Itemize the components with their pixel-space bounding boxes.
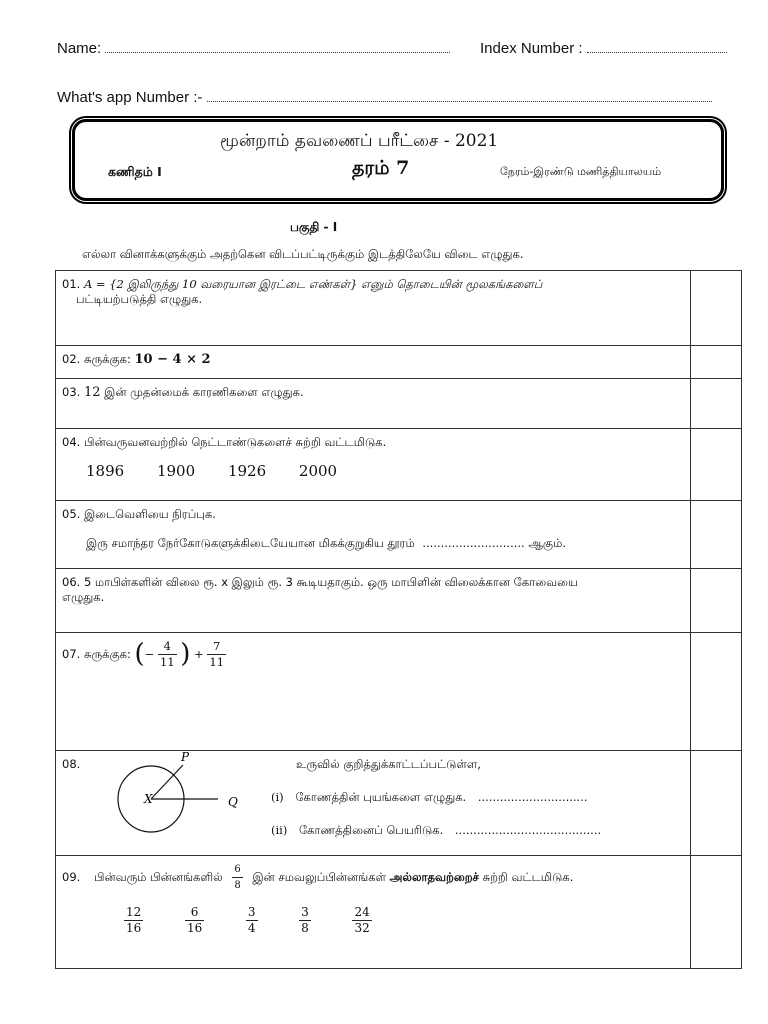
q01-statement-end: பட்டியற்படுத்தி எழுதுக. — [76, 292, 203, 306]
q09-mid: இன் சமவலுப்பின்னங்கள் — [252, 870, 386, 884]
name-field[interactable] — [57, 40, 462, 57]
part-label: (ii) — [271, 823, 288, 837]
q09-fraction-options — [62, 905, 684, 936]
minus-sign: − — [144, 647, 155, 661]
question-row-05 — [56, 501, 742, 569]
answer-cell-09[interactable] — [691, 856, 742, 969]
index-label: Index Number : — [480, 40, 583, 57]
q06-line1: 5 மாபிள்களின் விலை ரூ. x இலும் ரூ. 3 கூடியதாகும். ஒரு மாபிளின் விலைக்கான கோவையை — [83, 575, 578, 589]
q02-text: சுருக்குக: — [83, 352, 131, 366]
label-p: P — [181, 751, 190, 764]
q02-expression: 10 − 4 × 2 — [134, 352, 211, 367]
questions-table — [55, 270, 742, 969]
question-row-08 — [56, 751, 742, 856]
question-number: 02. — [62, 352, 81, 366]
q04-years — [62, 464, 684, 479]
label-x: X — [144, 792, 153, 806]
question-row-02 — [56, 346, 742, 379]
answer-cell-07[interactable] — [691, 633, 742, 751]
part-label: (i) — [271, 790, 284, 804]
question-number: 04. — [62, 435, 81, 449]
fraction-option[interactable]: $\frac{3}{4}$ — [247, 905, 256, 935]
angle-diagram — [111, 751, 261, 841]
fraction: $\frac{4}{11}$ — [159, 639, 175, 669]
q05-statement — [62, 536, 684, 551]
question-number: 05. — [62, 507, 81, 521]
question-05 — [56, 501, 691, 569]
q09-pre: பின்வரும் பின்னங்களில் — [93, 870, 223, 884]
question-number: 06. — [62, 575, 81, 589]
fraction: $\frac{6}{8}$ — [234, 864, 241, 891]
answer-cell-03[interactable] — [691, 379, 742, 429]
q03-text: இன் முதன்மைக் காரணிகளை எழுதுக. — [104, 385, 304, 399]
q01-statement: A = {2 இலிருந்து 10 வரையான இரட்டை எண்கள்} எனும் தொடையின் மூலகங்களைப் — [83, 277, 543, 291]
section-heading: பகுதி - I — [290, 220, 338, 234]
answer-cell-04[interactable] — [691, 429, 742, 501]
whatsapp-dotted-line — [207, 101, 712, 102]
name-label: Name: — [57, 40, 102, 57]
question-06 — [56, 569, 691, 633]
question-03 — [56, 379, 691, 429]
fraction: $\frac{7}{11}$ — [209, 639, 225, 669]
time-label: நேரம்-இரண்டு மணித்தியாலயம் — [500, 165, 662, 178]
q08-part-ii — [271, 823, 601, 838]
question-number: 08. — [62, 757, 81, 771]
answer-cell-06[interactable] — [691, 569, 742, 633]
year-option[interactable]: 1926 — [227, 462, 267, 480]
q09-bold: அல்லாதவற்றைச் — [389, 870, 479, 884]
label-q: Q — [228, 795, 238, 809]
q05-end: ஆகும். — [528, 536, 566, 550]
answer-cell-08[interactable] — [691, 751, 742, 856]
q09-post: சுற்றி வட்டமிடுக. — [482, 870, 574, 884]
index-field[interactable] — [480, 40, 738, 57]
open-paren: ( — [134, 639, 145, 669]
question-number: 01. — [62, 277, 81, 291]
plus-sign: + — [194, 647, 204, 661]
q08-part-i — [271, 790, 588, 805]
year-option[interactable]: 1896 — [86, 462, 125, 480]
instruction-text: எல்லா வினாக்களுக்கும் அதற்கென விடப்பட்டிருக்கும் இடத்திலேயே விடை எழுதுக. — [82, 247, 524, 261]
question-number: 03. — [62, 385, 81, 399]
name-dotted-line — [105, 52, 450, 53]
part-text: கோணத்தின் புயங்களை எழுதுக. — [295, 790, 467, 804]
question-02 — [56, 346, 691, 379]
q03-number: 12 — [83, 385, 101, 400]
grade-label: தரம் 7 — [352, 157, 410, 179]
question-01 — [56, 271, 691, 346]
question-row-09 — [56, 856, 742, 969]
question-row-04 — [56, 429, 742, 501]
answer-blank[interactable]: ........................................ — [454, 823, 602, 837]
year-option[interactable]: 2000 — [298, 462, 338, 480]
subject-label: கணிதம் I — [108, 164, 162, 179]
q05-line: இரு சமாந்தர நேர்கோடுகளுக்கிடையேயான மிகக்குறுகிய தூரம் — [86, 536, 415, 550]
question-04 — [56, 429, 691, 501]
question-row-07 — [56, 633, 742, 751]
part-text: கோணத்தினைப் பெயரிடுக. — [299, 823, 444, 837]
answer-cell-05[interactable] — [691, 501, 742, 569]
q05-text: இடைவெளியை நிரப்புக. — [83, 507, 216, 521]
question-09 — [56, 856, 691, 969]
question-row-01 — [56, 271, 742, 346]
question-row-06 — [56, 569, 742, 633]
answer-cell-01[interactable] — [691, 271, 742, 346]
q06-line2: எழுதுக. — [62, 590, 105, 604]
close-paren: ) — [180, 639, 191, 669]
q04-text: பின்வருவனவற்றில் நெட்டாண்டுகளைச் சுற்றி வட்டமிடுக. — [83, 435, 387, 449]
fraction-option[interactable]: $\frac{6}{16}$ — [186, 905, 203, 935]
fraction-option[interactable]: $\frac{3}{8}$ — [301, 905, 309, 935]
question-row-03 — [56, 379, 742, 429]
q08-intro: உருவில் குறித்துக்காட்டப்பட்டுள்ள, — [296, 757, 481, 771]
fraction-option[interactable]: $\frac{12}{16}$ — [126, 905, 142, 935]
q05-blank[interactable]: ............................ — [422, 536, 525, 550]
question-07 — [56, 633, 691, 751]
index-dotted-line — [587, 52, 727, 53]
year-option[interactable]: 1900 — [156, 462, 196, 480]
question-number: 07. — [62, 647, 81, 661]
question-08 — [56, 751, 691, 856]
whatsapp-field[interactable] — [57, 89, 732, 106]
answer-blank[interactable]: .............................. — [477, 790, 588, 804]
question-number: 09. — [62, 870, 81, 884]
answer-cell-02[interactable] — [691, 346, 742, 379]
q07-text: சுருக்குக: — [83, 647, 131, 661]
whatsapp-label: What's app Number :- — [57, 89, 203, 106]
fraction-option[interactable]: $\frac{24}{32}$ — [354, 905, 370, 935]
exam-title: மூன்றாம் தவணைப் பரீட்சை - 2021 — [220, 131, 499, 151]
